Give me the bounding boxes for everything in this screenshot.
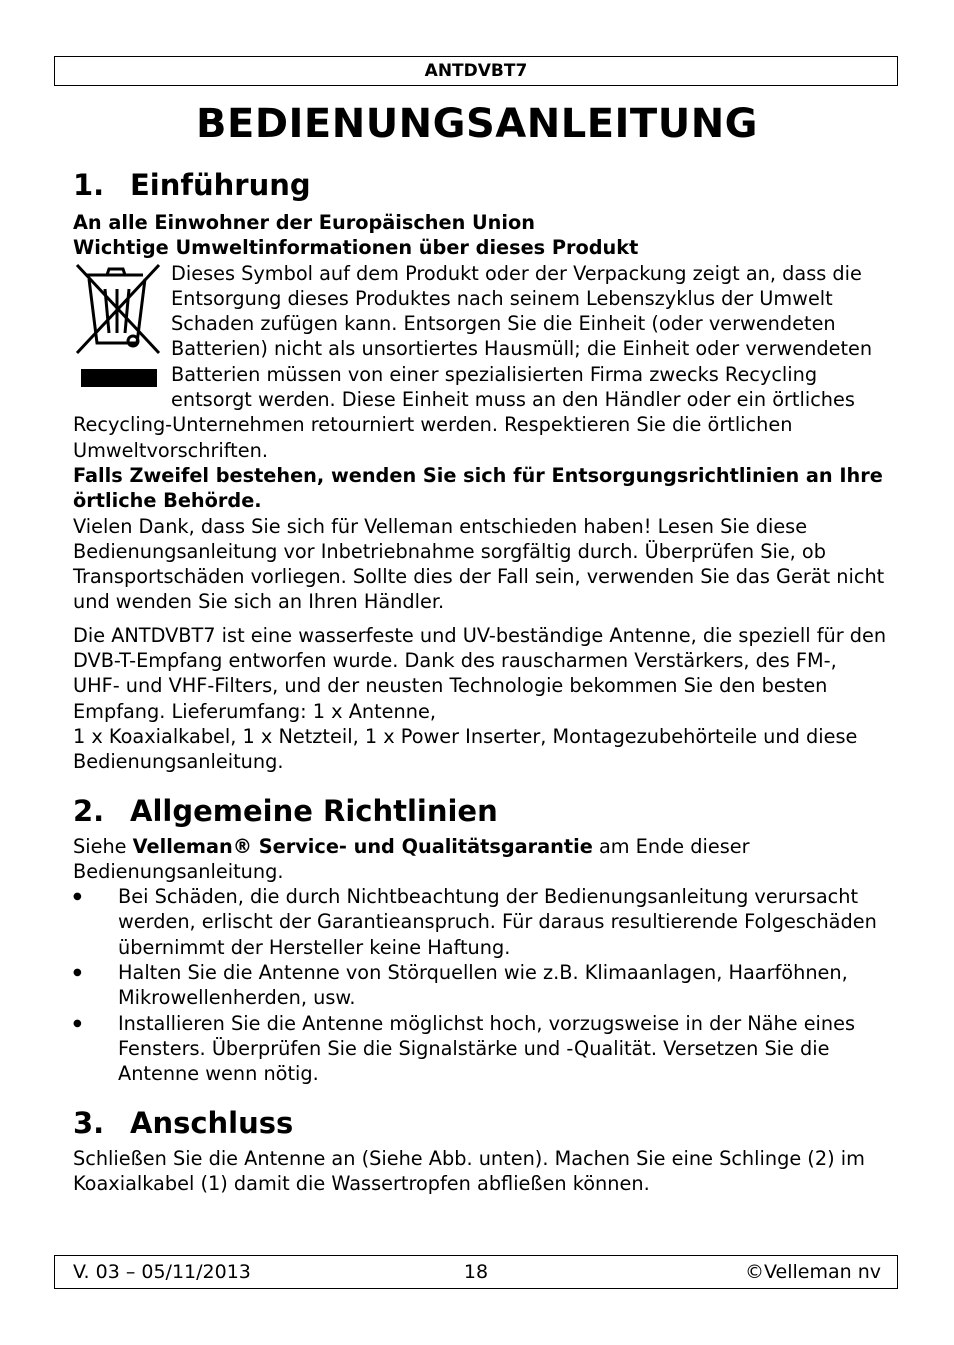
version-date: V. 03 – 05/11/2013: [73, 1261, 251, 1283]
page-title: BEDIENUNGSANLEITUNG: [196, 101, 758, 147]
section-2-title: Allgemeine Richtlinien: [130, 793, 498, 828]
list-item: ● Bei Schäden, die durch Nichtbeachtung der Bedienungsanleitung verursacht werden, erlischt der Garantieanspruch. Für daraus resultierende Folgeschäden übernimmt der Hersteller keine Haftung.: [73, 884, 888, 960]
section-1-number: 1.: [73, 168, 105, 202]
weee-block: [73, 261, 888, 463]
guidelines-list: [73, 884, 888, 1086]
connection-text: Schließen Sie die Antenne an (Siehe Abb. unten). Machen Sie eine Schlinge (2) im Koaxialkabel (1) damit die Wassertropfen abfließen können.: [73, 1146, 865, 1195]
model-name: ANTDVBT7: [424, 61, 528, 81]
list-item: ● Installieren Sie die Antenne möglichst hoch, vorzugsweise in der Nähe eines Fensters. Überprüfen Sie die Signalstärke und -Qualität. Versetzen Sie die Antenne wenn nötig.: [73, 1011, 888, 1087]
section-2-heading: [73, 790, 888, 832]
disposal-note: Falls Zweifel bestehen, wenden Sie sich für Entsorgungsrichtlinien an Ihre örtliche Behörde.: [73, 463, 883, 513]
copyright: ©Velleman nv: [745, 1261, 881, 1283]
section-2-number: 2.: [73, 793, 105, 828]
content: [73, 164, 888, 1196]
product-description-part-2: 1 x Koaxialkabel, 1 x Netzteil, 1 x Power Inserter, Montagezubehörteile und diese Bedienungsanleitung.: [73, 724, 858, 774]
section-1-heading: [73, 164, 888, 206]
section-3-heading: [73, 1102, 888, 1144]
list-item: ● Halten Sie die Antenne von Störquellen wie z.B. Klimaanlagen, Haarföhnen, Mikrowellenherden, usw.: [73, 960, 888, 1011]
guarantee-intro-pre: Siehe: [73, 834, 133, 858]
weee-text: Dieses Symbol auf dem Produkt oder der Verpackung zeigt an, dass die Entsorgung dieses Produktes nach seinem Lebenszyklus der Umwelt Schaden zufügen kann. Entsorgen Sie die Einheit (oder verwendeten Batterien) nicht als unsortiertes Hausmüll; die Einheit oder verwendeten Batterien müssen von einer spezialisierten Firma zwecks Recycling entsorgt werden. Diese Einheit muss an den Händler oder ein örtliches Recycling-Unternehmen retourniert werden. Respektieren Sie die örtlichen Umweltvorschriften.: [73, 261, 873, 462]
page-number: 18: [463, 1261, 489, 1283]
section-3-title: Anschluss: [130, 1105, 294, 1140]
product-description-part-1: Die ANTDVBT7 ist eine wasserfeste und UV-beständige Antenne, die speziell für den DVB-T-Empfang entworfen wurde. Dank des rauscharmen Verstärkers, des FM-, UHF- und VHF-Filters, und der neusten Technologie bekommen Sie den besten Empfang. Lieferumfang: 1 x Antenne,: [73, 623, 887, 723]
eu-residents-heading: An alle Einwohner der Europäischen Union: [73, 211, 535, 234]
header-box: [54, 56, 898, 86]
guarantee-name: Velleman® Service- und Qualitätsgarantie: [132, 834, 593, 858]
environment-info-heading: Wichtige Umweltinformationen über dieses Produkt: [73, 236, 639, 260]
crossed-bin-icon: [73, 261, 165, 397]
guarantee-intro-post: am Ende dieser Bedienungsanleitung.: [73, 834, 750, 883]
section-1-title: Einführung: [130, 168, 311, 202]
footer-box: [54, 1255, 898, 1289]
section-3-number: 3.: [73, 1105, 105, 1140]
guarantee-reference: [73, 834, 888, 885]
thanks-text: Vielen Dank, dass Sie sich für Velleman entschieden haben! Lesen Sie diese Bedienungsanleitung vor Inbetriebnahme sorgfältig durch. Überprüfen Sie, ob Transportschäden vorliegen. Sollte dies der Fall sein, verwenden Sie das Gerät nicht und wenden Sie sich an Ihren Händler.: [73, 514, 885, 614]
product-description: [73, 623, 888, 775]
